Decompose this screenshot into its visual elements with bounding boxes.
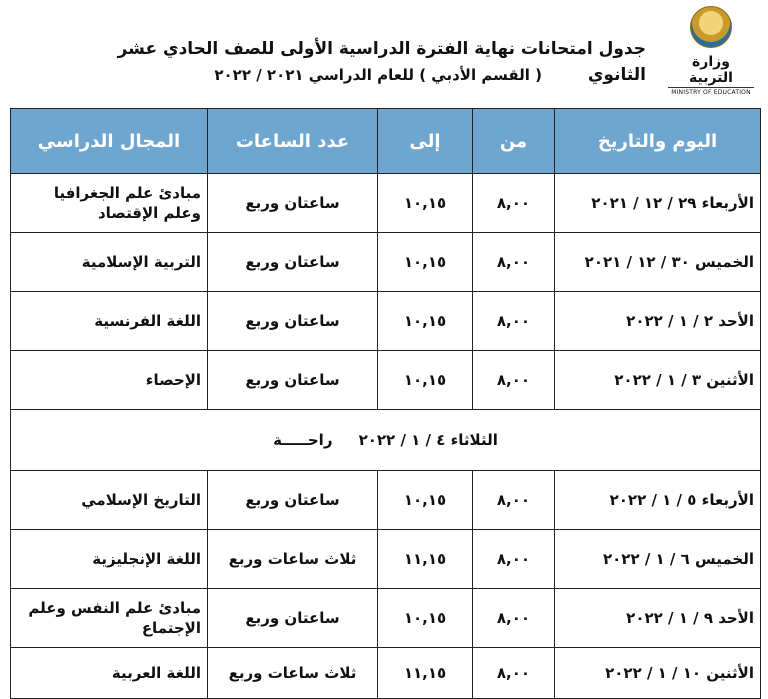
kuwait-emblem-icon (690, 6, 732, 48)
table-header-row (11, 109, 761, 174)
rest-day-label: راحـــــة (273, 431, 333, 449)
column-header-day-date: اليوم والتاريخ (555, 109, 761, 174)
cell-to: ١٠,١٥ (378, 233, 473, 292)
ministry-name-arabic: وزارة التربية (689, 54, 733, 86)
page-subtitle: ( القسم الأدبي ) للعام الدراسي ٢٠٢١ / ٢٠٢٢ (214, 66, 542, 84)
table-row (11, 648, 761, 699)
rest-day-cell (11, 410, 761, 471)
cell-hours: ساعتان وربع (208, 292, 378, 351)
ministry-name-english: MINISTRY OF EDUCATION (668, 87, 754, 96)
cell-from: ٨,٠٠ (473, 471, 555, 530)
cell-to: ١٠,١٥ (378, 471, 473, 530)
column-header-subject: المجال الدراسي (11, 109, 208, 174)
cell-hours: ساعتان وربع (208, 174, 378, 233)
cell-to: ١٠,١٥ (378, 174, 473, 233)
cell-from: ٨,٠٠ (473, 351, 555, 410)
table-row (11, 292, 761, 351)
cell-subject: التاريخ الإسلامي (11, 471, 208, 530)
cell-from: ٨,٠٠ (473, 233, 555, 292)
cell-from: ٨,٠٠ (473, 174, 555, 233)
cell-day-date: الأربعاء ٥ / ١ / ٢٠٢٢ (555, 471, 761, 530)
cell-hours: ثلاث ساعات وربع (208, 530, 378, 589)
cell-to: ١١,١٥ (378, 530, 473, 589)
cell-subject: مبادئ علم النفس وعلم الإجتماع (11, 589, 208, 648)
cell-to: ١٠,١٥ (378, 292, 473, 351)
cell-day-date: الأربعاء ٢٩ / ١٢ / ٢٠٢١ (555, 174, 761, 233)
table-row (11, 351, 761, 410)
cell-subject: اللغة العربية (11, 648, 208, 699)
table-row (11, 530, 761, 589)
cell-hours: ساعتان وربع (208, 351, 378, 410)
cell-from: ٨,٠٠ (473, 589, 555, 648)
cell-day-date: الخميس ٦ / ١ / ٢٠٢٢ (555, 530, 761, 589)
exam-schedule-table (10, 108, 761, 699)
column-header-to: إلى (378, 109, 473, 174)
cell-from: ٨,٠٠ (473, 648, 555, 699)
cell-to: ١٠,١٥ (378, 589, 473, 648)
cell-subject: مبادئ علم الجغرافيا وعلم الإقتصاد (11, 174, 208, 233)
column-header-hours: عدد الساعات (208, 109, 378, 174)
cell-subject: اللغة الإنجليزية (11, 530, 208, 589)
rest-day-row (11, 410, 761, 471)
table-row (11, 233, 761, 292)
page-title: جدول امتحانات نهاية الفترة الدراسية الأولى للصف الحادي عشر الثانوي (117, 39, 646, 85)
document-header (0, 0, 768, 102)
cell-hours: ساعتان وربع (208, 471, 378, 530)
cell-subject: اللغة الفرنسية (11, 292, 208, 351)
table-row (11, 589, 761, 648)
cell-from: ٨,٠٠ (473, 530, 555, 589)
cell-from: ٨,٠٠ (473, 292, 555, 351)
cell-hours: ثلاث ساعات وربع (208, 648, 378, 699)
cell-to: ١١,١٥ (378, 648, 473, 699)
cell-day-date: الأحد ٩ / ١ / ٢٠٢٢ (555, 589, 761, 648)
cell-day-date: الخميس ٣٠ / ١٢ / ٢٠٢١ (555, 233, 761, 292)
table-row (11, 471, 761, 530)
cell-hours: ساعتان وربع (208, 233, 378, 292)
cell-hours: ساعتان وربع (208, 589, 378, 648)
cell-day-date: الأثنين ٣ / ١ / ٢٠٢٢ (555, 351, 761, 410)
table-row (11, 174, 761, 233)
ministry-logo (668, 6, 754, 96)
cell-day-date: الأحد ٢ / ١ / ٢٠٢٢ (555, 292, 761, 351)
cell-to: ١٠,١٥ (378, 351, 473, 410)
column-header-from: من (473, 109, 555, 174)
rest-day-date: الثلاثاء ٤ / ١ / ٢٠٢٢ (358, 431, 498, 449)
cell-day-date: الأثنين ١٠ / ١ / ٢٠٢٢ (555, 648, 761, 699)
cell-subject: التربية الإسلامية (11, 233, 208, 292)
cell-subject: الإحصاء (11, 351, 208, 410)
